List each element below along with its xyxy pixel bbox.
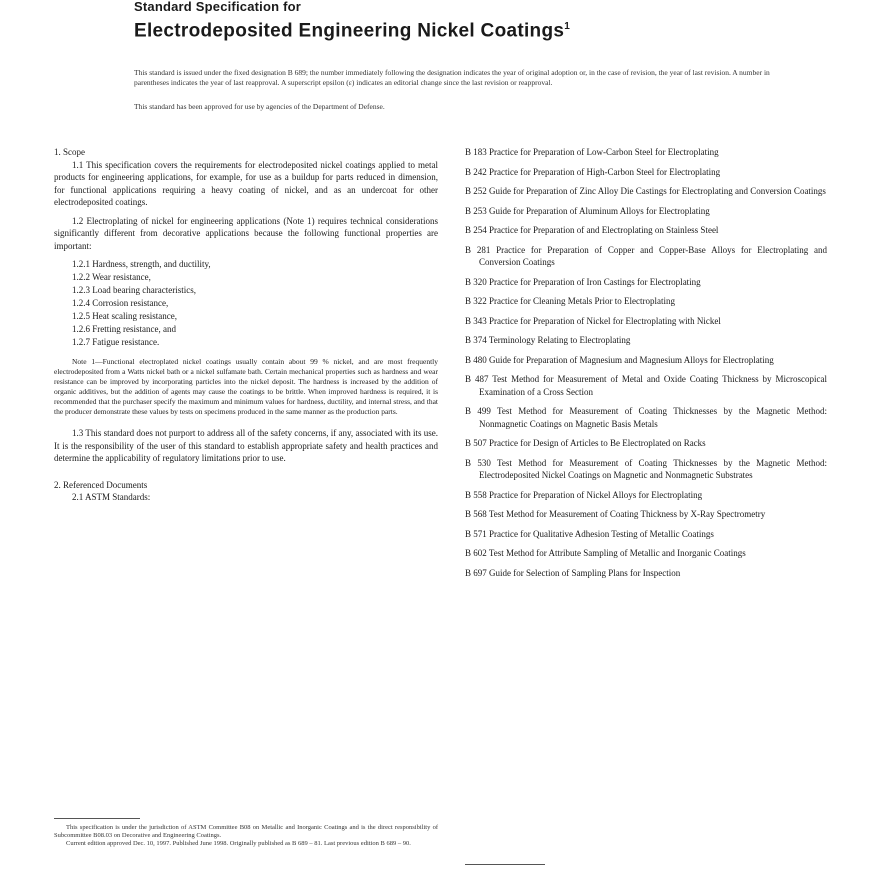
reference-list bbox=[465, 146, 827, 579]
list-item: 1.2.4 Corrosion resistance, bbox=[72, 298, 169, 308]
reference-item: B 183 Practice for Preparation of Low-Carbon Steel for Electroplating bbox=[465, 147, 719, 157]
reference-item: B 530 Test Method for Measurement of Coating Thicknesses by the Magnetic Method: Electrodeposited Nickel Coatings on Magnetic and Nonmagnetic Substrates bbox=[465, 457, 827, 480]
list-item: 1.2.5 Heat scaling resistance, bbox=[72, 311, 177, 321]
reference-item: B 281 Practice for Preparation of Copper and Copper-Base Alloys for Electroplating and Conversion Coatings bbox=[465, 244, 827, 267]
list-item: 1.2.7 Fatigue resistance. bbox=[72, 337, 160, 347]
footnotes bbox=[54, 824, 438, 848]
reference-item: B 253 Guide for Preparation of Aluminum Alloys for Electroplating bbox=[465, 205, 710, 216]
reference-item: B 602 Test Method for Attribute Sampling of Metallic and Inorganic Coatings bbox=[465, 548, 746, 558]
reference-item: B 252 Guide for Preparation of Zinc Alloy Die Castings for Electroplating and Conversion Coatings bbox=[465, 186, 826, 196]
paragraph-1-1: 1.1 This specification covers the requirements for electrodeposited nickel coatings applied to metal products for engineering applications, for example, for use as a buildup for parts reduced in dimension, for functional applications requiring a heavy coating of nickel, and as an undercoat for other electrodeposited coatings. bbox=[54, 159, 438, 207]
reference-item: B 487 Test Method for Measurement of Metal and Oxide Coating Thickness by Microscopical Examination of a Cross Section bbox=[465, 374, 827, 397]
standard-kicker: Standard Specification for bbox=[134, 0, 302, 14]
list-item: 1.2.6 Fretting resistance, and bbox=[72, 324, 176, 334]
reference-item: B 568 Test Method for Measurement of Coating Thickness by X-Ray Spectrometry bbox=[465, 509, 766, 519]
reference-item: B 697 Guide for Selection of Sampling Plans for Inspection bbox=[465, 567, 681, 578]
property-list bbox=[54, 258, 438, 349]
approval-notice: This standard has been approved for use by agencies of the Department of Defense. bbox=[134, 102, 385, 112]
reference-item: B 254 Practice for Preparation of and Electroplating on Stainless Steel bbox=[465, 225, 719, 235]
designation-notice: This standard is issued under the fixed designation B 689; the number immediately following the designation indicates the year of original adoption or, in the case of revision, the year of last revision. A number in parentheses indicates the year of last reapproval. A superscript epsilon (ε) indicates an editorial change since the last revision or reapproval. bbox=[134, 68, 770, 88]
reference-item: B 320 Practice for Preparation of Iron Castings for Electroplating bbox=[465, 276, 701, 287]
right-footnote-divider bbox=[465, 864, 545, 865]
list-item: 1.2.1 Hardness, strength, and ductility, bbox=[72, 259, 211, 269]
reference-item: B 507 Practice for Design of Articles to Be Electroplated on Racks bbox=[465, 438, 706, 448]
right-column bbox=[465, 146, 827, 586]
reference-item: B 480 Guide for Preparation of Magnesium and Magnesium Alloys for Electroplating bbox=[465, 354, 774, 365]
paragraph-1-2: 1.2 Electroplating of nickel for engineering applications (Note 1) requires technical considerations significantly different from decorative applications because the following functional properties are important: bbox=[54, 215, 438, 251]
left-column bbox=[54, 146, 438, 510]
reference-item: B 322 Practice for Cleaning Metals Prior to Electroplating bbox=[465, 296, 675, 306]
reference-item: B 571 Practice for Qualitative Adhesion Testing of Metallic Coatings bbox=[465, 528, 714, 539]
note-1: Note 1—Functional electroplated nickel coatings usually contain about 99 % nickel, and are most frequently electrodeposited from a Watts nickel bath or a nickel sulfamate bath. Certain mechanical properties such as hardness and wear resistance can be improved by incorporating particles into the nickel deposit. The hardness is increased by the addition of organic additives, but the addition of agents may cause the coatings to be brittle. When improved hardness is required, it is recommended that the purchaser specify the maximum and minimum values for hardness, ductility, and internal stress, and that the producer demonstrate these values by tests on specimens produced in the same manner as the production parts. bbox=[54, 357, 438, 416]
document-header bbox=[134, 0, 774, 112]
footnote-1: This specification is under the jurisdiction of ASTM Committee B08 on Metallic and Inorganic Coatings and is the direct responsibility of Subcommittee B08.03 on Decorative and Engineering Coatings. bbox=[54, 824, 438, 839]
title-footnote-mark: 1 bbox=[564, 21, 571, 32]
subsection-astm-standards: 2.1 ASTM Standards: bbox=[72, 492, 151, 502]
reference-item: B 499 Test Method for Measurement of Coating Thicknesses by the Magnetic Method: Nonmagnetic Coatings on Magnetic Basis Metals bbox=[465, 406, 827, 429]
section-heading-referenced-documents: 2. Referenced Documents bbox=[54, 479, 148, 490]
section-heading-scope: 1. Scope bbox=[54, 147, 85, 157]
reference-item: B 558 Practice for Preparation of Nickel Alloys for Electroplating bbox=[465, 489, 703, 500]
list-item: 1.2.2 Wear resistance, bbox=[72, 272, 151, 282]
reference-item: B 374 Terminology Relating to Electroplating bbox=[465, 335, 631, 345]
standard-title-text: Electrodeposited Engineering Nickel Coatings bbox=[134, 20, 565, 42]
list-item: 1.2.3 Load bearing characteristics, bbox=[72, 285, 196, 295]
standard-title bbox=[134, 16, 774, 42]
footnote-2: Current edition approved Dec. 10, 1997. Published June 1998. Originally published as B 689 – 81. Last previous edition B 689 – 90. bbox=[66, 840, 411, 847]
reference-item: B 242 Practice for Preparation of High-Carbon Steel for Electroplating bbox=[465, 166, 721, 177]
footnote-divider bbox=[54, 818, 140, 819]
reference-item: B 343 Practice for Preparation of Nickel for Electroplating with Nickel bbox=[465, 315, 721, 326]
paragraph-1-3: 1.3 This standard does not purport to address all of the safety concerns, if any, associated with its use. It is the responsibility of the user of this standard to establish appropriate safety and health practices and determine the applicability of regulatory limitations prior to use. bbox=[54, 428, 438, 463]
